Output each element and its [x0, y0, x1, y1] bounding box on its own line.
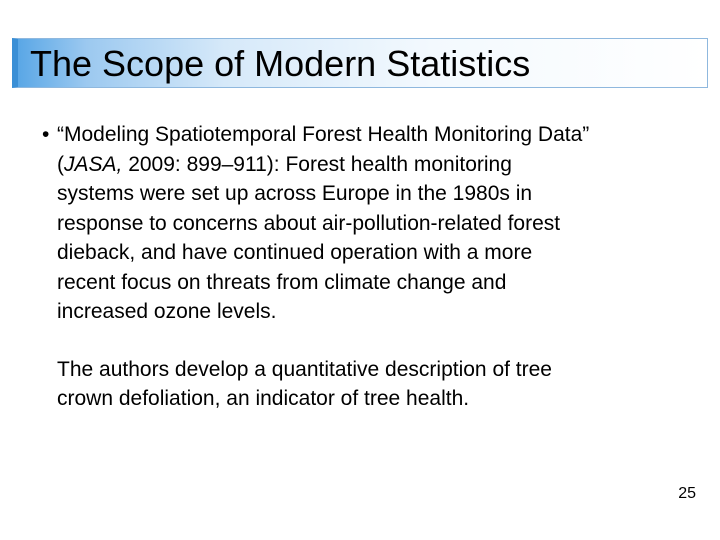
bullet-marker: • [42, 123, 50, 146]
text-line: The authors develop a quantitative description of tree [57, 357, 552, 381]
text-segment: 2009: 899–911): Forest health monitoring [122, 152, 512, 176]
text-line [57, 150, 682, 180]
text-line [57, 238, 682, 268]
text-segment: ( [57, 152, 64, 176]
page-number: 25 [678, 485, 696, 502]
slide-title: The Scope of Modern Statistics [30, 43, 531, 84]
slide-content [42, 120, 682, 414]
text-line [57, 120, 682, 150]
text-segment: recent focus on threats from climate change and [57, 270, 507, 294]
text-segment: increased ozone levels. [57, 300, 277, 323]
journal-name: JASA, [64, 152, 123, 176]
text-segment: systems were set up across Europe in the 1980s in [57, 182, 533, 205]
text-segment: “Modeling Spatiotemporal Forest Health Monitoring Data” [57, 123, 590, 146]
second-paragraph [42, 355, 682, 414]
text-line [57, 268, 682, 298]
text-segment: dieback, and have continued operation with a more [57, 241, 533, 264]
text-segment: response to concerns about air-pollution-related forest [57, 211, 561, 235]
text-line: crown defoliation, an indicator of tree health. [57, 387, 470, 410]
bullet-item [42, 120, 682, 327]
text-line [57, 297, 682, 327]
bullet-paragraph [57, 120, 682, 327]
text-line [57, 209, 682, 239]
text-line [57, 179, 682, 209]
